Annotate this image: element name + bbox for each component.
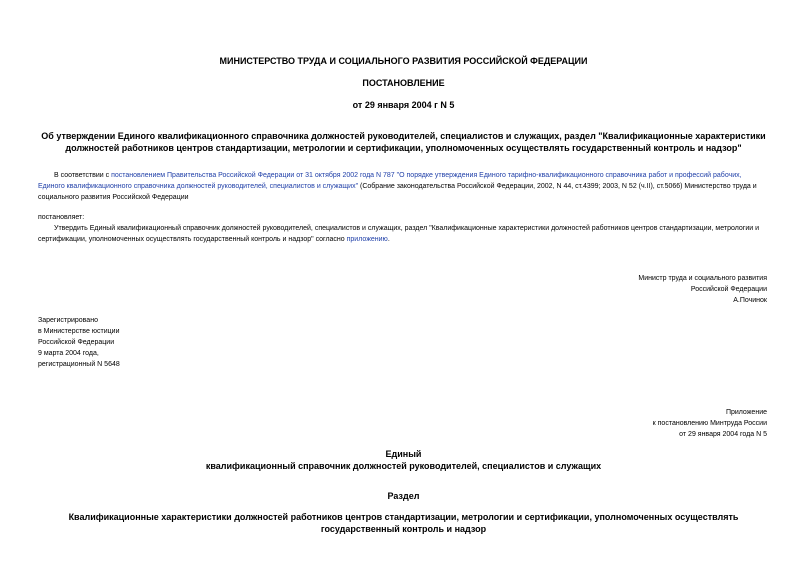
document-type: ПОСТАНОВЛЕНИЕ (362, 78, 445, 88)
reference-book-line-2: квалификационный справочник должностей руководителей, специалистов и служащих (205, 461, 602, 471)
title-line-1: Об утверждении Единого квалификационного справочника должностей руководителей, специалистов и служащих, раздел "Квалификационные характеристики (41, 131, 766, 141)
appendix-line-3: от 29 января 2004 года N 5 (679, 431, 767, 438)
registration-line-3: Российской Федерации (38, 339, 115, 346)
preamble-suffix: (Собрание законодательства Российской Федерации, 2002, N 44, ст.4399; 2003, N 52 (ч.II), ст.5066) Министерство труда и социального развития Российской Федерации (38, 183, 757, 201)
resolves-end: . (387, 236, 390, 243)
registration-line-2: в Министерстве юстиции (38, 328, 120, 335)
signature-country: Российской Федерации (690, 286, 767, 293)
signature-block (467, 273, 767, 306)
registration-line-4: 9 марта 2004 года, (38, 350, 99, 357)
resolves-paragraph (38, 223, 770, 245)
reference-book-line-1: Единый (385, 449, 422, 459)
title-line-2: должностей работников центров стандартизации, метрологии и сертификации, уполномоченных осуществлять государственный контроль и надзор" (65, 143, 742, 153)
registration-line-1: Зарегистрировано (38, 317, 98, 324)
section-title-line-2: государственный контроль и надзор (320, 524, 487, 534)
resolves-text: Утвердить Единый квалификационный справочник должностей руководителей, специалистов и служащих, раздел "Квалификационные характеристики должностей работников центров стандартизации, метрологии и сертификации, уполномоченных осуществлять государственный контроль и надзор" согласно (38, 225, 759, 243)
registration-block (38, 315, 288, 370)
registration-line-5: регистрационный N 5648 (38, 361, 120, 368)
government-decree-link[interactable]: постановлением Правительства Российской Федерации от 31 октября 2002 года N 787 "О порядке утверждения Единого тарифно-квалификационного справочника работ и профессий рабочих, Единого квалификационного справочника должностей руководителей, специалистов и служащих" (38, 172, 742, 190)
reference-book-title (0, 448, 807, 472)
appendix-reference (467, 407, 767, 440)
appendix-line-2: к постановлению Минтруда России (652, 420, 767, 427)
appendix-link[interactable]: приложению (346, 236, 388, 243)
appendix-line-1: Приложение (725, 409, 767, 416)
preamble-paragraph (38, 170, 770, 203)
resolves-label: постановляет: (38, 214, 85, 221)
document-title (0, 130, 807, 154)
section-title-line-1: Квалификационные характеристики должностей работников центров стандартизации, метрологии и сертификации, уполномоченных осуществлять (68, 512, 739, 522)
signature-position: Министр труда и социального развития (638, 275, 767, 282)
section-label: Раздел (387, 491, 420, 501)
signature-name: А.Починок (733, 297, 767, 304)
document-date-number: от 29 января 2004 г N 5 (352, 100, 455, 110)
section-title (0, 511, 807, 535)
ministry-header: МИНИСТЕРСТВО ТРУДА И СОЦИАЛЬНОГО РАЗВИТИЯ РОССИЙСКОЙ ФЕДЕРАЦИИ (219, 56, 588, 66)
preamble-prefix: В соответствии с (54, 172, 112, 179)
